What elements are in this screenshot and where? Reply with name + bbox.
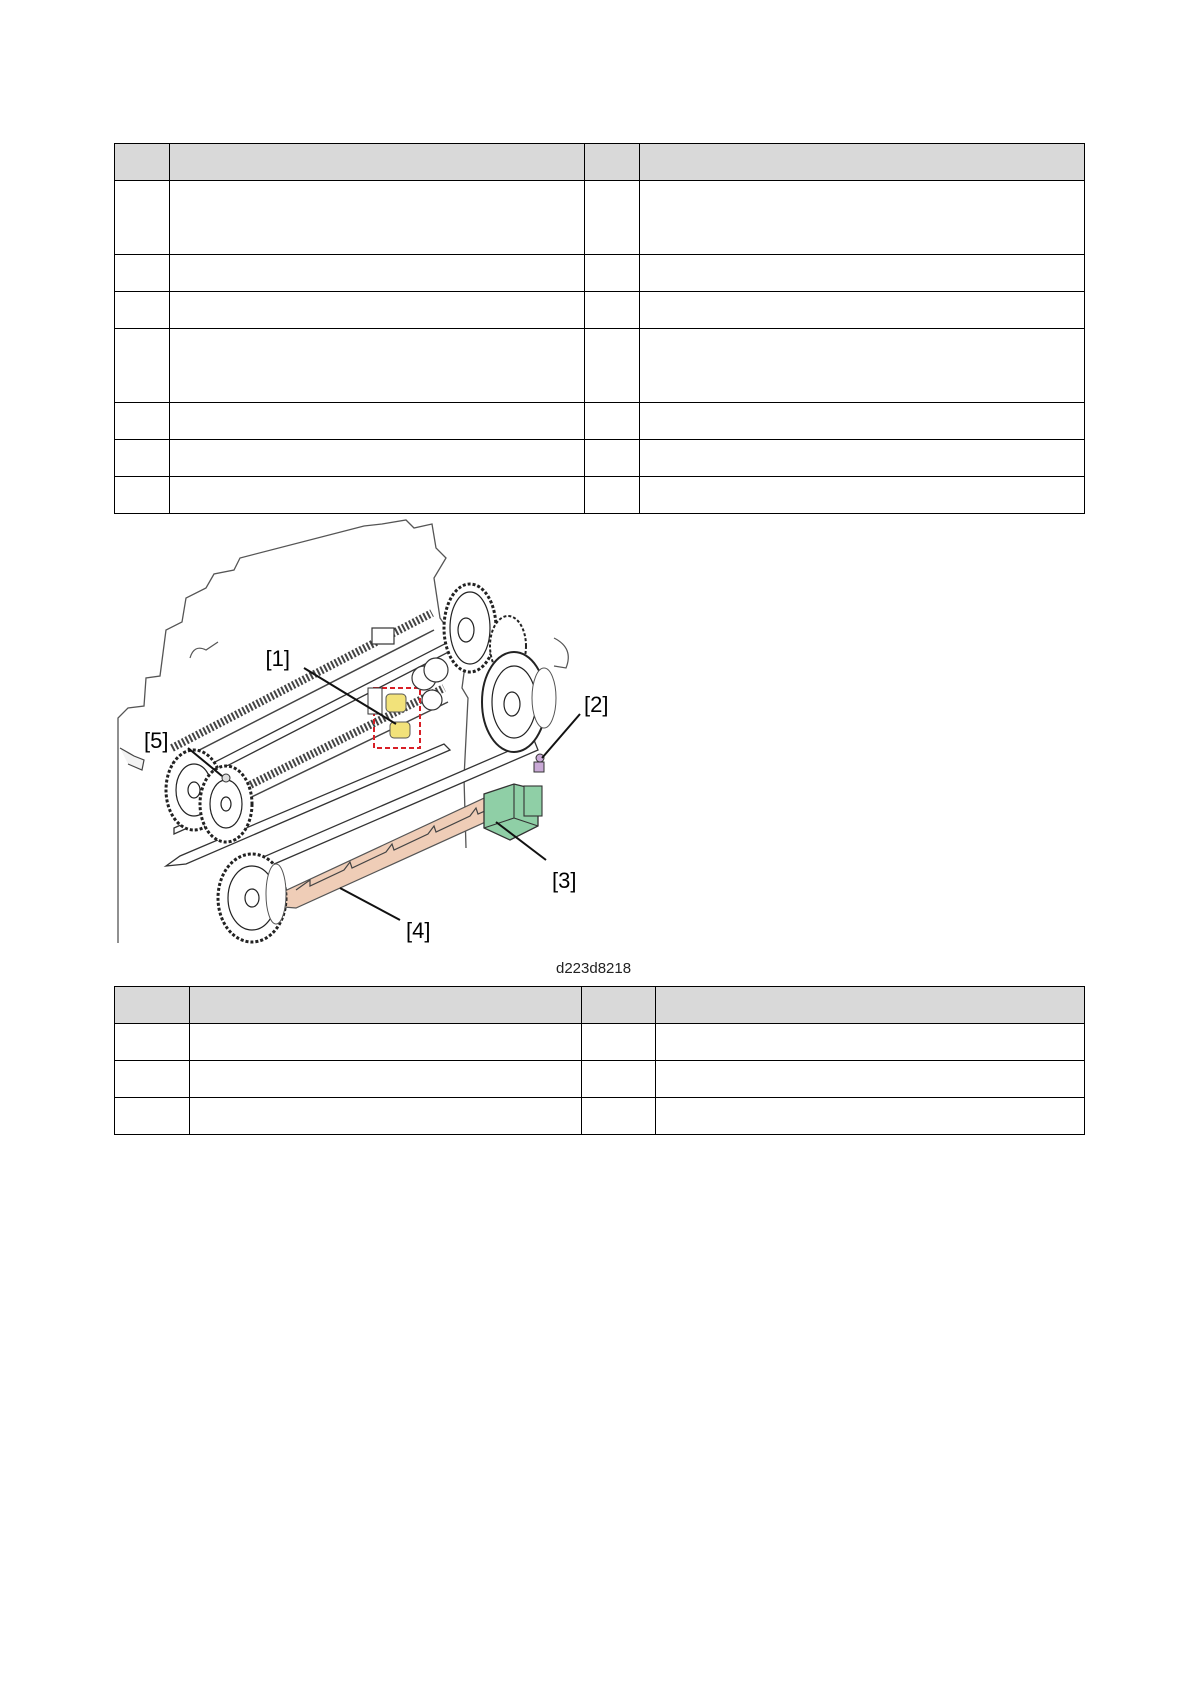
table-cell <box>585 329 640 403</box>
table-cell <box>170 477 585 514</box>
header-cell <box>170 144 585 181</box>
table-row <box>115 255 1085 292</box>
table-cell <box>640 292 1085 329</box>
table-row <box>115 477 1085 514</box>
table-row <box>115 403 1085 440</box>
table-cell <box>170 329 585 403</box>
drive-shaft <box>174 634 538 884</box>
header-cell <box>115 144 170 181</box>
table-header-row <box>115 987 1085 1024</box>
pulley-bottom-left <box>218 854 286 942</box>
table-cell <box>640 181 1085 255</box>
callout-4: [4] <box>406 918 431 943</box>
table-cell <box>115 440 170 477</box>
thumb-knob <box>120 748 144 770</box>
table-cell <box>115 255 170 292</box>
header-cell <box>582 987 656 1024</box>
motor <box>484 784 542 840</box>
table-cell <box>656 1024 1085 1061</box>
callout-2: [2] <box>584 692 609 717</box>
table-cell <box>585 181 640 255</box>
table-cell <box>585 403 640 440</box>
table-cell <box>585 292 640 329</box>
table-row <box>115 292 1085 329</box>
table-cell <box>115 329 170 403</box>
table-cell <box>170 292 585 329</box>
table-row <box>115 440 1085 477</box>
header-cell <box>585 144 640 181</box>
table-row <box>115 1098 1085 1135</box>
callout-3: [3] <box>552 868 577 893</box>
parts-table-top <box>114 143 1085 514</box>
table-cell <box>190 1098 582 1135</box>
table-row <box>115 1024 1085 1061</box>
table-cell <box>585 440 640 477</box>
table-cell <box>640 477 1085 514</box>
figure-id: d223d8218 <box>556 960 632 977</box>
sensor-bottom <box>390 722 410 738</box>
table-cell <box>585 477 640 514</box>
table-cell <box>170 403 585 440</box>
table-cell <box>640 255 1085 292</box>
table-cell <box>640 440 1085 477</box>
table-row <box>115 329 1085 403</box>
table-cell <box>115 1024 190 1061</box>
header-cell <box>115 987 190 1024</box>
table-cell <box>656 1098 1085 1135</box>
table-cell <box>115 1098 190 1135</box>
table-cell <box>582 1098 656 1135</box>
table-cell <box>115 292 170 329</box>
table-cell <box>640 329 1085 403</box>
table-cell <box>115 1061 190 1098</box>
table-cell <box>115 181 170 255</box>
bracket-block <box>372 628 394 644</box>
table-cell <box>170 255 585 292</box>
callout-1: [1] <box>265 646 290 671</box>
parts-table-bottom <box>114 986 1085 1135</box>
table-cell <box>190 1024 582 1061</box>
mechanism-illustration <box>114 518 644 948</box>
sensor-top <box>386 694 406 712</box>
table-cell <box>656 1061 1085 1098</box>
table-cell <box>170 181 585 255</box>
table-cell <box>115 403 170 440</box>
table-row <box>115 181 1085 255</box>
table-header-row <box>115 144 1085 181</box>
callout-5: [5] <box>144 728 169 753</box>
table-cell <box>170 440 585 477</box>
header-cell <box>640 144 1085 181</box>
table-cell <box>582 1061 656 1098</box>
table-row <box>115 1061 1085 1098</box>
table-cell <box>585 255 640 292</box>
header-cell <box>656 987 1085 1024</box>
frame-cutout <box>190 642 218 658</box>
table-cell <box>640 403 1085 440</box>
table-cell <box>582 1024 656 1061</box>
table-cell <box>115 477 170 514</box>
header-cell <box>190 987 582 1024</box>
table-cell <box>190 1061 582 1098</box>
